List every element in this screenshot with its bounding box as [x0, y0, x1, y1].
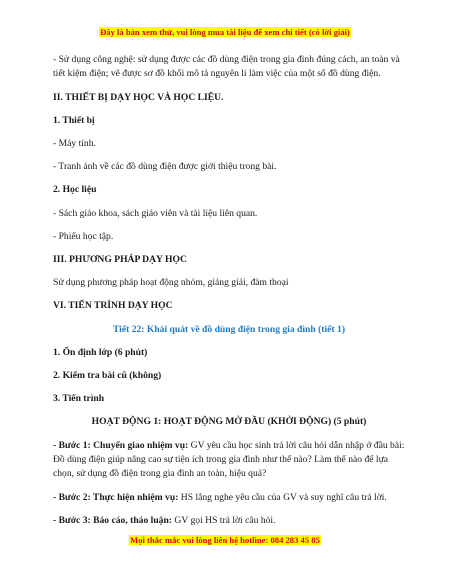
step-heading: 3. Tiến trình [53, 393, 105, 405]
activity-step [53, 439, 405, 482]
equipment-item: - Máy tính. [53, 138, 96, 150]
hotline-text: Mọi thắc mắc vui lòng liên hệ hotline: 084 283 45 85 [130, 535, 320, 545]
activity-step-text: HS lắng nghe yêu cầu của GV và suy nghĩ câu trả lời. [178, 491, 387, 503]
lesson-title: Tiết 22: Khái quát về đồ dùng điện trong gia đình (tiết 1) [112, 323, 346, 335]
methods-text: Sử dụng phương pháp hoạt động nhóm, giảng giải, đàm thoại [53, 277, 289, 289]
activity-step [53, 514, 405, 528]
activity-step-text: GV yêu cầu học sinh trả lời câu hỏi dẫn nhập ở đầu bài: Đồ dùng điện giúp nâng cao sự tiện ích trong gia đình như thế nào? Làm thế nào để lựa chọn, sử dụng đồ điện trong gia đình an toàn, hiệu quả? [53, 439, 405, 480]
step-heading: 2. Kiểm tra bài cũ (không) [53, 370, 162, 382]
section-6-heading: VI. TIẾN TRÌNH DẠY HỌC [53, 300, 173, 312]
intro-bullet: - Sử dụng công nghệ: sử dụng được các đồ dùng điện trong gia đình đúng cách, an toàn và tiết kiệm điện; vẽ được sơ đồ khối mô tả nguyên lí làm việc của một số đồ dùng điện. [53, 54, 400, 80]
preview-notice-text: Đây là bản xem thử, vui lòng mua tài liệu để xem chi tiết (có lời giải) [100, 27, 350, 37]
activity-step-label: - Bước 2: Thực hiện nhiệm vụ: [53, 491, 179, 503]
equipment-item: - Tranh ảnh về các đồ dùng điện được giới thiệu trong bài. [53, 161, 277, 173]
activity-step [53, 491, 405, 505]
step-heading: 1. Ổn định lớp (6 phút) [53, 346, 148, 358]
equipment-heading: 1. Thiết bị [53, 114, 95, 126]
preview-notice-banner [0, 27, 450, 37]
activity-step-text: GV gọi HS trả lời câu hỏi. [172, 514, 276, 526]
document-content [53, 53, 405, 528]
materials-heading: 2. Học liệu [53, 184, 97, 196]
activity-step-label: - Bước 1: Chuyển giao nhiệm vụ: [53, 439, 189, 451]
section-2-heading: II. THIẾT BỊ DẠY HỌC VÀ HỌC LIỆU. [53, 91, 224, 103]
materials-item: - Sách giáo khoa, sách giáo viên và tài liệu liên quan. [53, 207, 258, 219]
hotline-banner [0, 535, 450, 545]
activity-title: HOẠT ĐỘNG 1: HOẠT ĐỘNG MỞ ĐẦU (KHỞI ĐỘNG) (5 phút) [91, 416, 367, 428]
materials-item: - Phiếu học tập. [53, 230, 114, 242]
activity-step-label: - Bước 3: Báo cáo, thảo luận: [53, 514, 172, 526]
section-3-heading: III. PHƯƠNG PHÁP DẠY HỌC [53, 254, 187, 266]
